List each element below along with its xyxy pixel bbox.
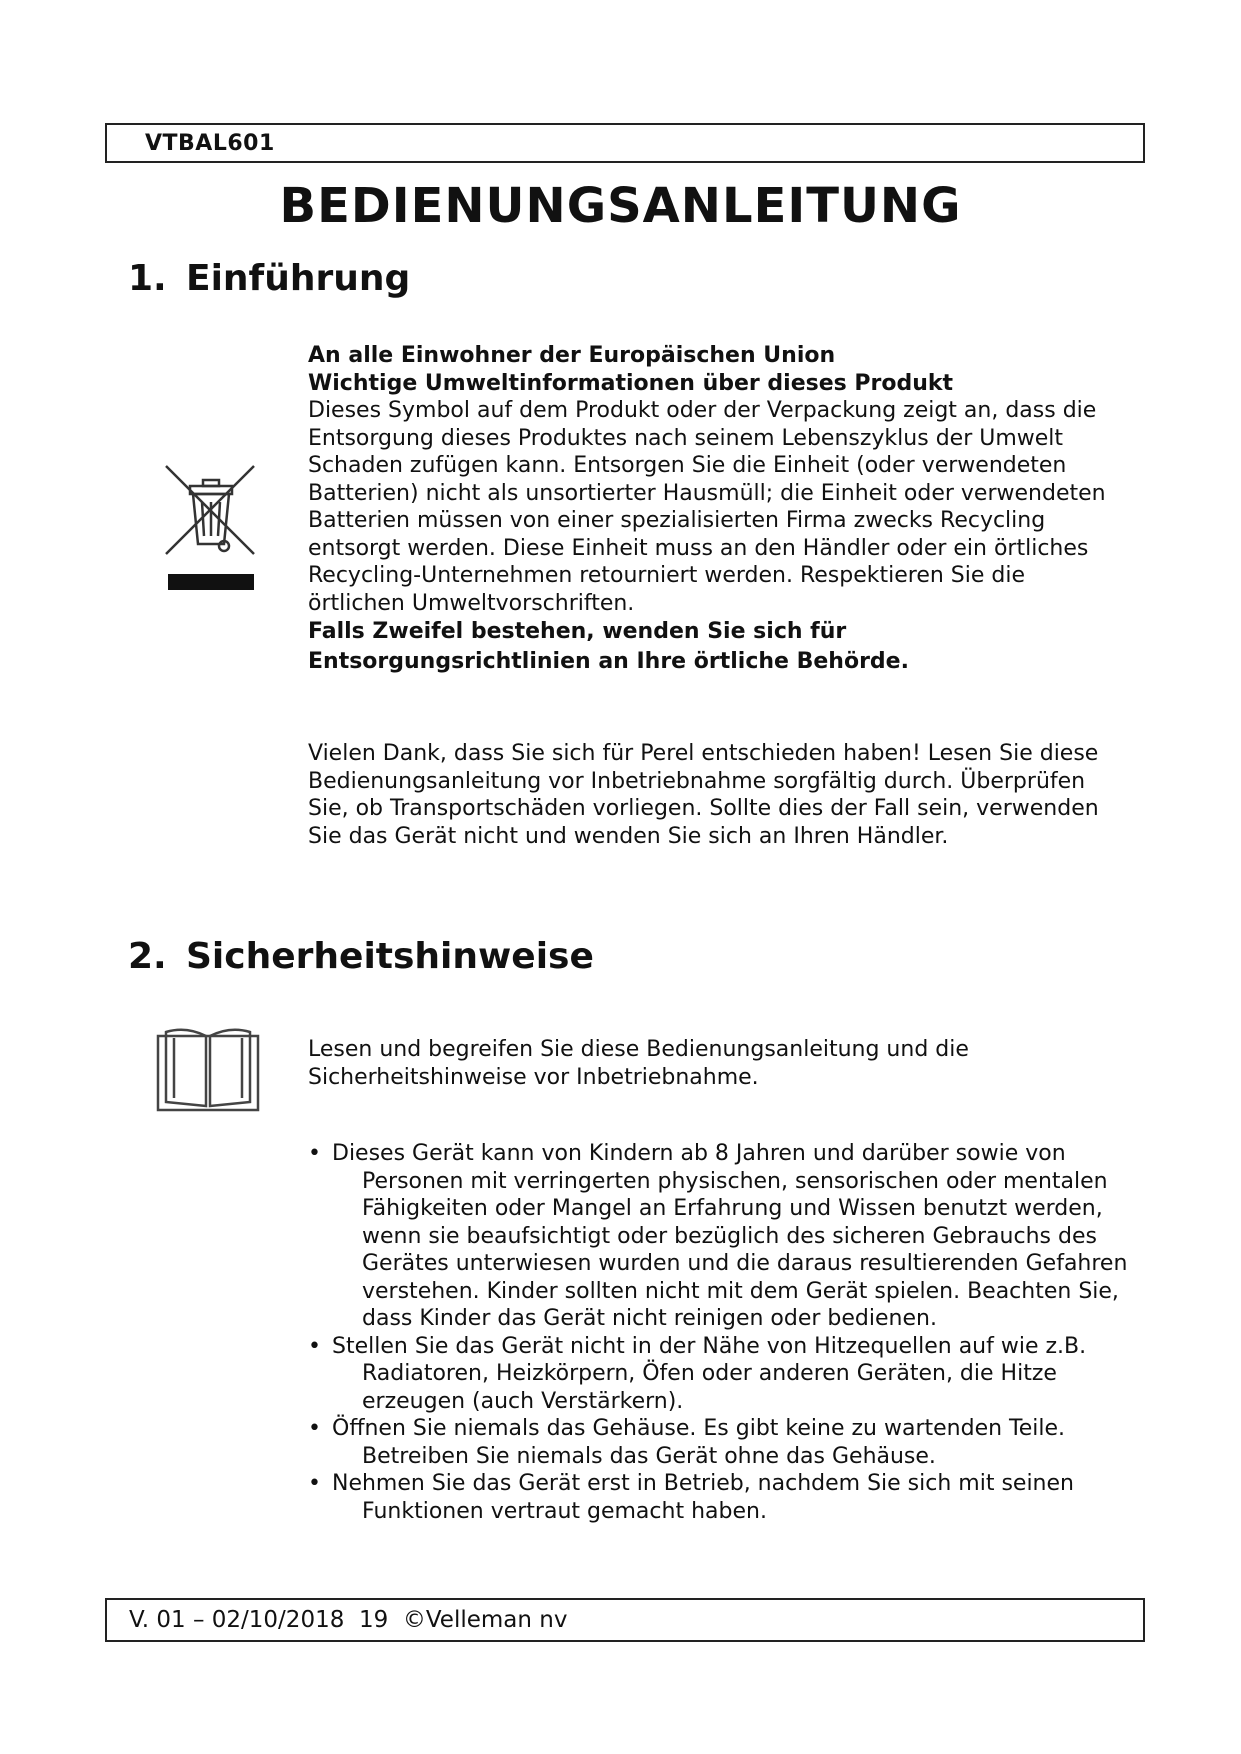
section-1-number: 1. bbox=[128, 258, 167, 299]
safety-bullet: • Stellen Sie das Gerät nicht in der Nähe von Hitzequellen auf wie z.B. Radiatoren, Heizkörpern, Öfen oder anderen Geräten, die Hitze erzeugen (auch Verstärkern). bbox=[308, 1333, 1138, 1416]
weee-crossed-bin-icon bbox=[160, 462, 262, 602]
eu-notice-title-2: Wichtige Umweltinformationen über dieses Produkt bbox=[308, 370, 954, 396]
safety-bullet: • Dieses Gerät kann von Kindern ab 8 Jahren und darüber sowie von Personen mit verringerten physischen, sensorischen oder mentalen Fähigkeiten oder Mangel an Erfahrung und Wissen benutzt werden, wenn sie beaufsichtigt oder bezüglich des sicheren Gebrauchs des Gerätes unterwiesen wurden und die daraus resultierenden Gefahren verstehen. Kinder sollten nicht mit dem Gerät spielen. Beachten Sie, dass Kinder das Gerät nicht reinigen oder bedienen. bbox=[308, 1140, 1138, 1333]
eu-disposal-notice bbox=[308, 342, 1128, 677]
model-number: VTBAL601 bbox=[145, 131, 275, 156]
section-2-heading bbox=[128, 936, 594, 977]
footer-text: V. 01 – 02/10/2018 19 ©Velleman nv bbox=[129, 1607, 568, 1633]
section-2-number: 2. bbox=[128, 936, 167, 977]
safety-intro bbox=[308, 1036, 1128, 1091]
safety-bullet-list bbox=[308, 1140, 1138, 1525]
eu-notice-title-1: An alle Einwohner der Europäischen Union bbox=[308, 343, 836, 368]
safety-bullet: • Nehmen Sie das Gerät erst in Betrieb, nachdem Sie sich mit seinen Funktionen vertraut gemacht haben. bbox=[308, 1470, 1138, 1525]
safety-intro-text: Lesen und begreifen Sie diese Bedienungsanleitung und die Sicherheitshinweise vor Inbetriebnahme. bbox=[308, 1037, 969, 1090]
eu-notice-doubt: Falls Zweifel bestehen, wenden Sie sich für Entsorgungsrichtlinien an Ihre örtliche Behörde. bbox=[308, 619, 909, 674]
section-2-title: Sicherheitshinweise bbox=[186, 936, 594, 977]
section-1-heading bbox=[128, 258, 410, 299]
document-title: BEDIENUNGSANLEITUNG bbox=[279, 178, 962, 234]
safety-bullet: • Öffnen Sie niemals das Gehäuse. Es gibt keine zu wartenden Teile. Betreiben Sie niemals das Gerät ohne das Gehäuse. bbox=[308, 1415, 1138, 1470]
thank-you-text: Vielen Dank, dass Sie sich für Perel entschieden haben! Lesen Sie diese Bedienungsanleitung vor Inbetriebnahme sorgfältig durch. Überprüfen Sie, ob Transportschäden vorliegen. Sollte dies der Fall sein, verwenden Sie das Gerät nicht und wenden Sie sich an Ihren Händler. bbox=[308, 741, 1099, 849]
thank-you-paragraph bbox=[308, 740, 1128, 850]
section-1-title: Einführung bbox=[186, 258, 411, 299]
footer-box bbox=[105, 1598, 1145, 1642]
manual-book-icon bbox=[156, 1026, 260, 1112]
eu-notice-body: Dieses Symbol auf dem Produkt oder der Verpackung zeigt an, dass die Entsorgung dieses Produktes nach seinem Lebenszyklus der Umwelt Schaden zufügen kann. Entsorgen Sie die Einheit (oder verwendeten Batterien) nicht als unsortierter Hausmüll; die Einheit oder verwendeten Batterien müssen von einer spezialisierten Firma zwecks Recycling entsorgt werden. Diese Einheit muss an den Händler oder ein örtliches Recycling-Unternehmen retourniert werden. Respektieren Sie die örtlichen Umweltvorschriften. bbox=[308, 398, 1106, 616]
header-box bbox=[105, 123, 1145, 163]
